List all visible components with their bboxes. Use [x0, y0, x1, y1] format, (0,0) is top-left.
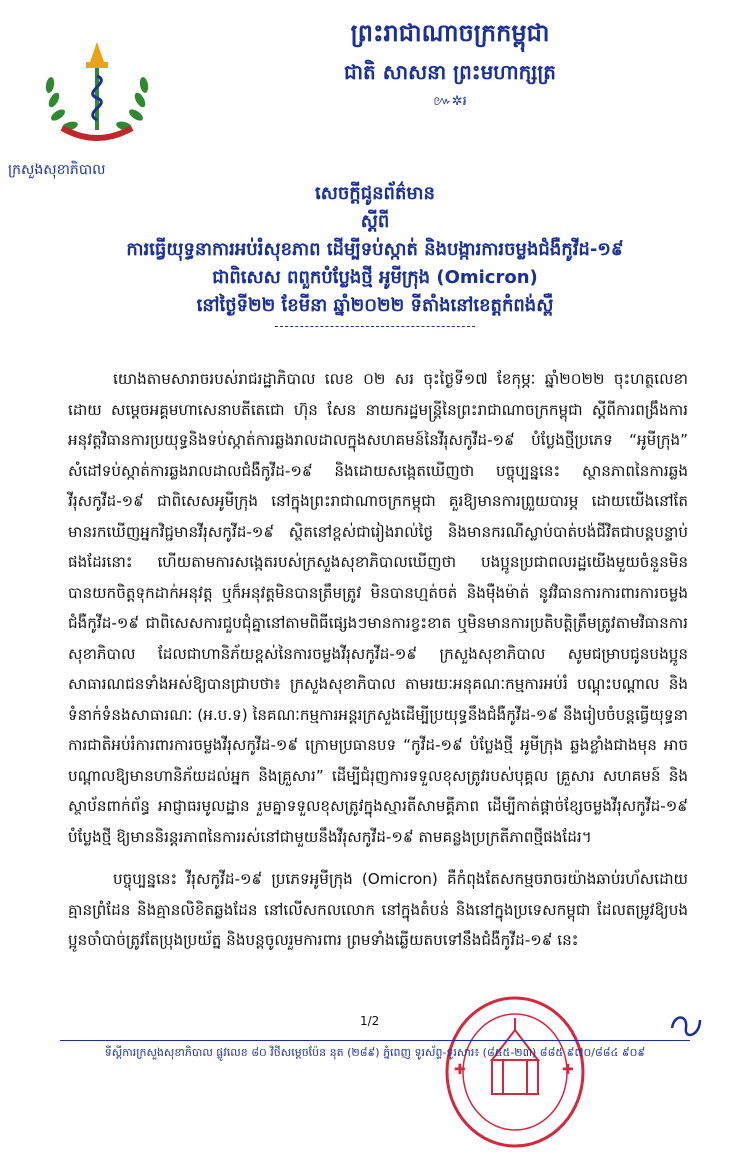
press-release-title: [20, 180, 730, 327]
national-motto: ជាតិ សាសនា ព្រះមហាក្សត្រ: [344, 60, 556, 84]
title-line-2: ស្តីពី: [360, 211, 390, 232]
svg-text:✚: ✚: [454, 1062, 466, 1078]
title-line-4: ជាពិសេស ពពួកបំប្លែងថ្មី អូមីក្រុង (Omicron): [212, 267, 538, 288]
ministry-name: ក្រសួងសុខាភិបាល: [8, 162, 106, 178]
title-line-5: នៅថ្ងៃទី២២ ខែមីនា ឆ្នាំ២០២២ ទីតាំងនៅខេត្តកំពង់ស្ពឺ: [196, 295, 554, 316]
paragraph-2: បច្ចុប្បន្ននេះ វីរុសកូវីដ-១៩ ប្រភេទអូមីក្រុង (Omicron) គឺកំពុងតែសកម្មចរាចរយ៉ាងឆាប់រហ័សដោយគ្មានព្រំដែន និងគ្មានលិខិតឆ្លងដែន នៅលើសកលលោក នៅក្នុងតំបន់ និងនៅក្នុងប្រទេសកម្ពុជា ដែលតម្រូវឱ្យបងប្អូនចាំបាច់ត្រូវតែប្រុងប្រយ័ត្ន និងបន្តចូលរួមការពារ ព្រមទាំងឆ្លើយតបទៅនឹងជំងឺកូវីដ-១៩ នេះ: [68, 870, 688, 949]
official-stamp: [440, 990, 590, 1150]
title-line-1: សេចក្តីជូនព័ត៌មាន: [315, 183, 435, 204]
title-line-3: ការធ្វើយុទ្ធនាការអប់រំសុខភាព ដើម្បីទប់ស្កាត់ និងបង្ការការចម្លងជំងឺកូវីដ-១៩: [126, 239, 624, 260]
title-divider: [275, 326, 475, 327]
svg-text:✚: ✚: [562, 1062, 574, 1078]
header-ornament: ៚✲៛: [433, 94, 467, 109]
paragraph-1: យោងតាមសារាចរបស់រាជរដ្ឋាភិបាល លេខ ០២ សរ ចុះថ្ងៃទី១៧ ខែកុម្ភៈ ឆ្នាំ២០២២ ចុះហត្ថលេខាដោយ សម្តេចអគ្គមហាសេនាបតីតេជោ ហ៊ុន សែន នាយករដ្ឋមន្រ្តីនៃព្រះរាជាណាចក្រកម្ពុជា ស្តីពីការពង្រឹងការអនុវត្តវិធានការប្រយុទ្ធនិងទប់ស្កាត់ការឆ្លងរាលដាលក្នុងសហគមន៍នៃវីរុសកូវីដ-១៩ បំប្លែងថ្មីប្រភេទ “អូមីក្រុង” សំដៅទប់ស្កាត់ការឆ្លងរាលដាលជំងឺកូវីដ-១៩ និងដោយសង្កេតឃើញថា បច្ចុប្បន្ននេះ ស្ថានភាពនៃការឆ្លងវីរុសកូវីដ-១៩ ជាពិសេសអូមីក្រុង នៅក្នុងព្រះរាជាណាចក្រកម្ពុជា គួរឱ្យមានការព្រួយបារម្ភ ដោយយើងនៅតែមានរកឃើញអ្នកវិជ្ជមានវីរុសកូវីដ-១៩ ស្ថិតនៅខ្ពស់ជារៀងរាល់ថ្ងៃ និងមានករណីស្លាប់បាត់បង់ជីវិតជាបន្តបន្ទាប់ផងដែរនោះ ហើយតាមការសង្កេតរបស់ក្រសួងសុខាភិបាលឃើញថា បងប្អូនប្រជាពលរដ្ឋយើងមួយចំនួនមិនបានយកចិត្តទុកដាក់អនុវត្ត ឬក៏អនុវត្តមិនបានត្រឹមត្រូវ មិនបានហ្មត់ចត់ និងម៉ឺងម៉ាត់ នូវវិធានការការពារការចម្លងជំងឺកូវីដ-១៩ ជាពិសេសការជួបជុំគ្នានៅតាមពិធីផ្សេងៗមានការខ្វះខាត ឬមិនមានការប្រតិបត្តិត្រឹមត្រូវតាមវិធានការសុខាភិបាល ដែលជាហានិភ័យខ្ពស់នៃការចម្លងវីរុសកូវីដ-១៩ ក្រសួងសុខាភិបាល សូមជម្រាបជូនបងប្អូនសាធារណជនទាំងអស់ឱ្យបានជ្រាបថា៖ ក្រសួងសុខាភិបាល តាមរយៈអនុគណៈកម្មការអប់រំ បណ្តុះបណ្តាល និងទំនាក់ទំនងសាធារណៈ (អ.ប.ទ) នៃគណៈកម្មការអន្តរក្រសួងដើម្បីប្រយុទ្ធនឹងជំងឺកូវីដ-១៩ នឹងរៀបចំបន្តធ្វើយុទ្ធនាការជាតិអប់រំការពារការចម្លងវីរុសកូវីដ-១៩ ក្រោមប្រធានបទ “កូវីដ-១៩ បំប្លែងថ្មី អូមីក្រុង ឆ្លងខ្លាំងជាងមុន អាចបណ្តាលឱ្យមានហានិភ័យដល់អ្នក និងគ្រួសារ” ដើម្បីជំរុញការទទួលខុសត្រូវរបស់បុគ្គល គ្រួសារ សហគមន៍ និងស្ថាប័នពាក់ព័ន្ធ អាជ្ញាធរមូលដ្ឋាន រួមគ្នាទទួលខុសត្រូវក្នុងស្មារតីសាមគ្គីភាព ដើម្បីកាត់ផ្តាច់ខ្សែចម្លងវីរុសកូវីដ-១៩ បំប្លែងថ្មី ឱ្យមាននិរន្តរភាពនៃការរស់នៅជាមួយនឹងវីរុសកូវីដ-១៩ តាមគន្លងប្រក្រតីភាពថ្មីផងដែរ។: [68, 370, 688, 846]
document-body: [68, 364, 688, 956]
footer-address: ទីស្តីការក្រសួងសុខាភិបាល ផ្លូវលេខ ៨០ វិថីសម្តេចប៉ែន នុត (២៨៩) ភ្នំពេញ ទូរស័ព្ទ-ទូរសារ៖ (៨៥៥-២៣) ៨៨៥ ៩៧០/៨៨៤ ៩០៩: [104, 1046, 646, 1059]
kingdom-name: ព្រះរាជាណាចក្រកម្ពុជា: [350, 19, 550, 47]
page-number: 1/2: [360, 1014, 380, 1028]
footer-divider: [60, 1040, 690, 1041]
kingdom-header: [0, 18, 750, 112]
